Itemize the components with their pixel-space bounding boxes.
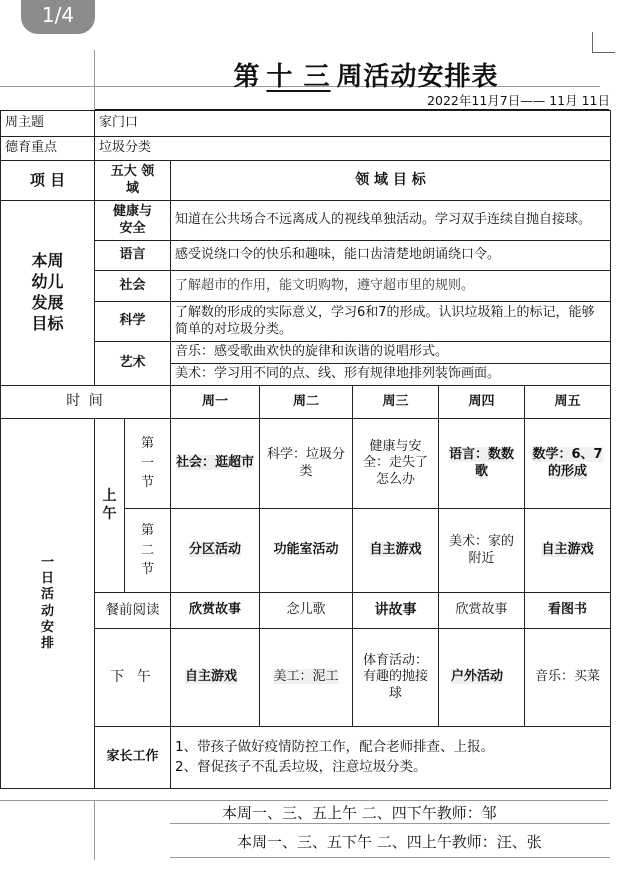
title-suffix: 周活动安排表 (336, 62, 499, 92)
domain-name: 科学 (95, 302, 171, 342)
header-item: 项 目 (1, 161, 95, 201)
theme-row (1, 111, 611, 137)
afternoon-label: 下 午 (95, 629, 171, 727)
period2-cell (171, 509, 260, 593)
domain-goal: 美术：学习用不同的点、线、形有规律地排列装饰画面。 (171, 364, 611, 386)
time-header-row (1, 386, 611, 419)
period2-cell: 美术：家的附近 (439, 509, 525, 593)
moral-row (1, 137, 611, 161)
header-domain: 五大 领域 (95, 161, 171, 201)
date-range: 2022年11月7日—— 11月 11日 (427, 93, 610, 108)
activity: 语言：数数歌 (448, 447, 514, 479)
period2-cell (353, 509, 439, 593)
period1-cell (439, 419, 525, 509)
page-title (176, 56, 556, 93)
header-goal: 领 域 目 标 (171, 161, 611, 201)
period1-cell: 健康与安全：走失了怎么办 (353, 419, 439, 509)
reading-cell: 念儿歌 (260, 593, 353, 629)
time-label: 时 间 (1, 386, 171, 419)
footer-rule-3 (170, 857, 610, 858)
day-header: 周二 (260, 386, 353, 419)
title-week-number: 十 三 (266, 62, 331, 92)
reading-cell: 讲故事 (353, 593, 439, 629)
dev-goals-label: 本周幼儿发展目标 (1, 201, 95, 386)
parent-item: 1、带孩子做好疫情防控工作，配合老师排查、上报。 (175, 738, 495, 755)
period1-cell (171, 419, 260, 509)
theme-label: 周主题 (1, 111, 95, 137)
footer-rule (0, 800, 608, 801)
theme-value: 家门口 (95, 111, 611, 137)
day-header: 周四 (439, 386, 525, 419)
domain-name: 语言 (95, 241, 171, 271)
afternoon-cell: 体育活动：有趣的抛接球 (353, 629, 439, 727)
activity: 数学：6、7的形成 (532, 447, 603, 479)
margin-line (94, 50, 95, 110)
activity: 户外活动 (451, 669, 504, 685)
period2-cell (525, 509, 611, 593)
page-indicator[interactable]: 1/4 (21, 0, 95, 34)
moral-value: 垃圾分类 (95, 137, 611, 161)
goal-header-row (1, 161, 611, 201)
activity: 分区活动 (188, 542, 241, 558)
period2-cell: 功能室活动 (260, 509, 353, 593)
reading-label: 餐前阅读 (95, 593, 171, 629)
title-prefix: 第 (233, 62, 261, 92)
domain-goal: 了解超市的作用，能文明购物，遵守超市里的规则。 (171, 271, 611, 302)
activity: 自主游戏 (541, 542, 594, 558)
domain-name: 艺术 (95, 342, 171, 386)
period1-label: 第一节 (125, 419, 171, 509)
period1-row (1, 419, 611, 509)
domain-name: 健康与安全 (95, 201, 171, 241)
afternoon-cell (171, 629, 260, 727)
afternoon-cell: 音乐：买菜 (525, 629, 611, 727)
activity: 自主游戏 (369, 542, 422, 558)
domain-goal: 知道在公共场合不远离成人的视线单独活动。学习双手连续自抛自接球。 (171, 201, 611, 241)
period1-cell (525, 419, 611, 509)
activity: 美工：泥工 (273, 669, 339, 685)
day-header: 周一 (171, 386, 260, 419)
activity: 自主游戏 (185, 669, 238, 685)
activity: 社会：逛超市 (175, 455, 254, 471)
page-corner-mark (592, 32, 615, 53)
domain-name: 社会 (95, 271, 171, 302)
domain-goal: 感受说绕口令的快乐和趣味，能口齿清楚地朗诵绕口令。 (171, 241, 611, 271)
parent-work-label: 家长工作 (95, 727, 171, 789)
footer-rule-2 (170, 823, 610, 824)
daily-schedule-label: 一日活动安排 (1, 419, 95, 789)
reading-cell: 欣赏故事 (171, 593, 260, 629)
schedule-table (0, 110, 611, 789)
moral-label: 德育重点 (1, 137, 95, 161)
morning-label: 上午 (95, 419, 125, 593)
reading-cell: 欣赏故事 (439, 593, 525, 629)
day-header: 周三 (353, 386, 439, 419)
parent-work-items (171, 727, 611, 789)
parent-item: 2、督促孩子不乱丢垃圾，注意垃圾分类。 (175, 758, 427, 775)
afternoon-cell (439, 629, 525, 727)
day-header: 周五 (525, 386, 611, 419)
period1-cell: 科学：垃圾分类 (260, 419, 353, 509)
period2-label: 第二节 (125, 509, 171, 593)
domain-row (1, 201, 611, 241)
domain-goal: 了解数的形成的实际意义，学习6和7的形成。认识垃圾箱上的标记，能够简单的对垃圾分类。 (171, 302, 611, 342)
teacher-morning: 本周一、三、五上午 二、四下午教师：邹 (222, 804, 497, 822)
domain-goal: 音乐：感受歌曲欢快的旋律和诙谐的说唱形式。 (171, 342, 611, 364)
margin-line-bottom (94, 800, 95, 860)
afternoon-cell (260, 629, 353, 727)
teacher-afternoon: 本周一、三、五下午 二、四上午教师：汪、张 (237, 833, 542, 851)
reading-cell: 看图书 (525, 593, 611, 629)
